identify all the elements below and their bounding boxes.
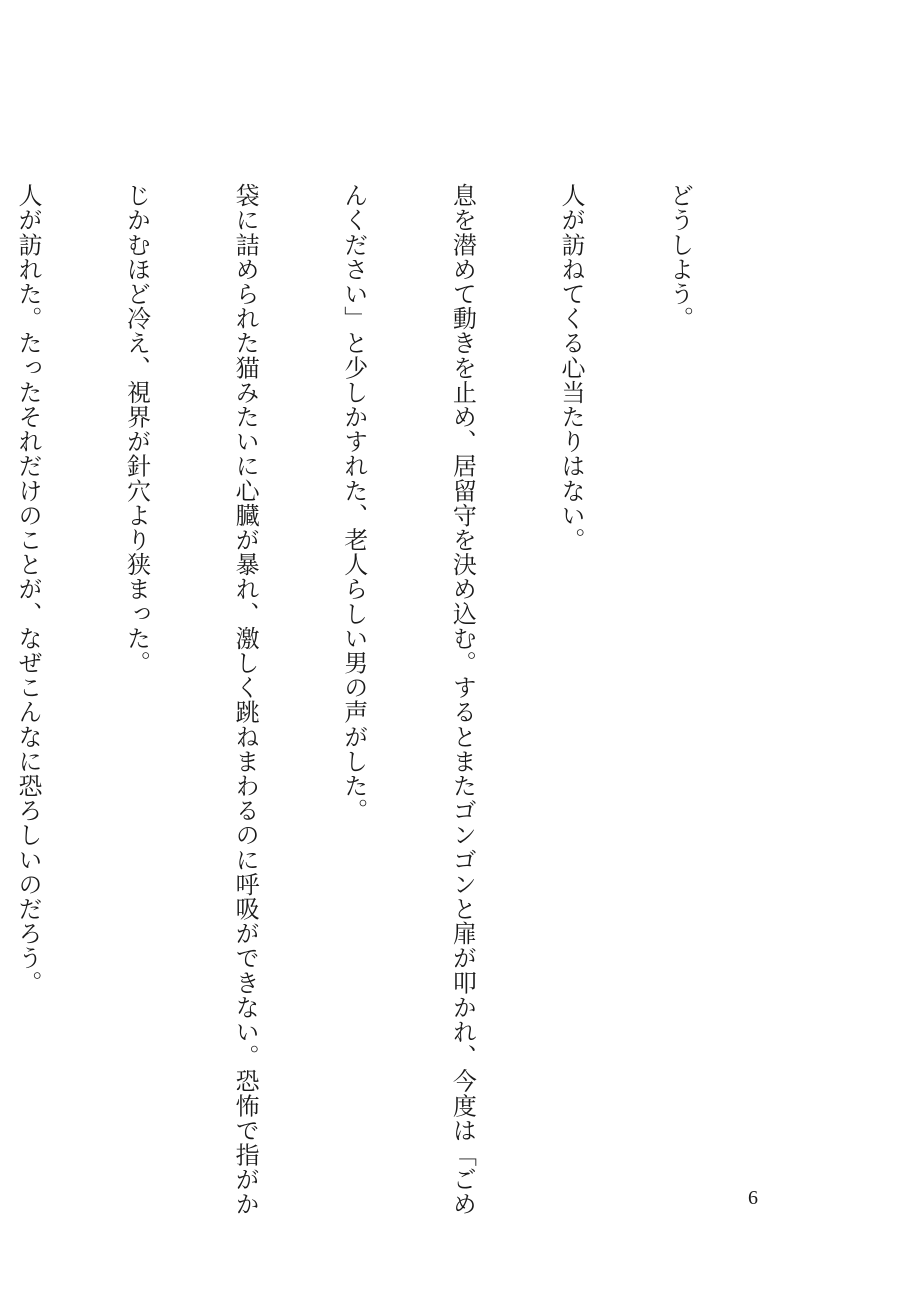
vertical-text-body bbox=[13, 183, 770, 1217]
text-line: 袋に詰められた猫みたいに心臓が暴れ、激しく跳ねまわるのに呼吸ができない。恐怖で指がか bbox=[231, 183, 260, 1217]
text-line: どうしよう。 bbox=[665, 183, 694, 331]
page-number: 6 bbox=[748, 1187, 758, 1209]
text-line: じかむほど冷え、視界が針穴より狭まった。 bbox=[122, 183, 151, 675]
text-line: 人が訪ねてくる心当たりはない。 bbox=[556, 183, 585, 552]
text-line: 息を潜めて動きを止め、居留守を決め込む。するとまたゴンゴンと扉が叩かれ、今度は「ごめ bbox=[448, 183, 477, 1217]
text-line: 人が訪れた。たったそれだけのことが、なぜこんなに恐ろしいのだろう。 bbox=[13, 183, 42, 995]
text-line: んください」と少しかすれた、老人らしい男の声がした。 bbox=[339, 183, 368, 823]
